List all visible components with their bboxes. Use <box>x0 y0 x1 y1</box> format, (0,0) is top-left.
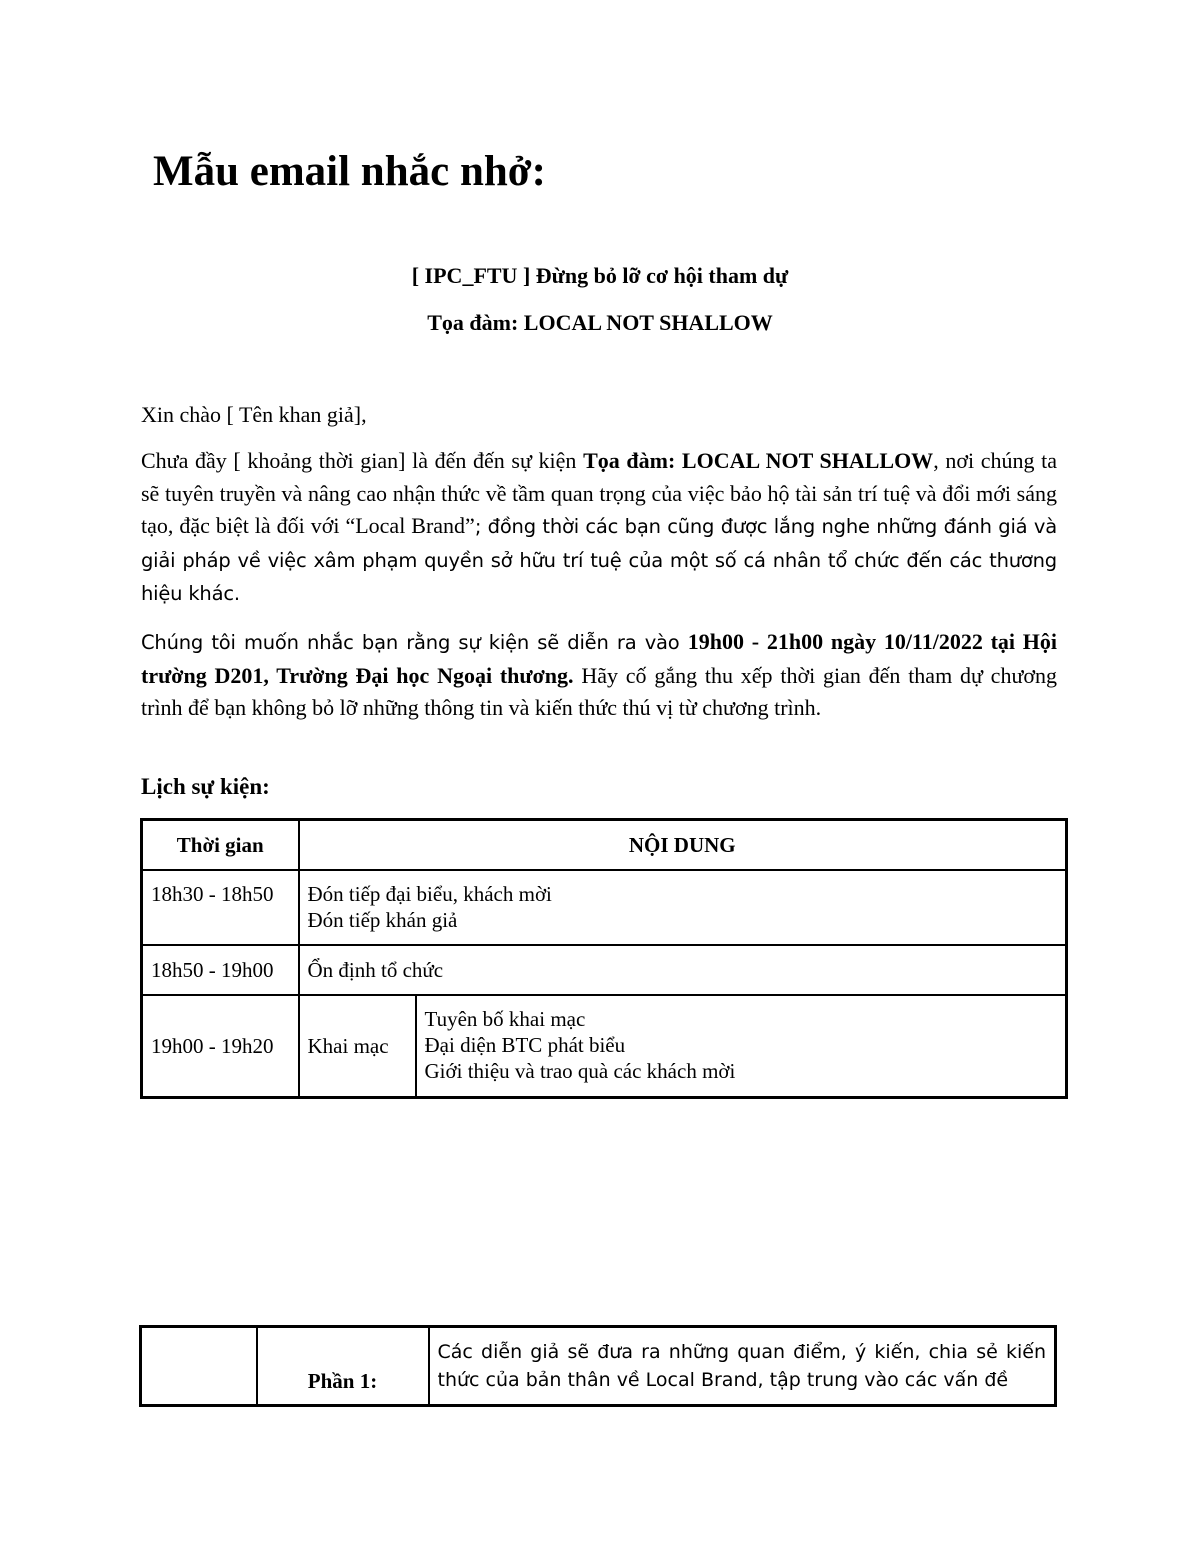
row-time: 19h00 - 19h20 <box>142 995 299 1097</box>
intro-text-2: , nơi chúng ta sẽ tuyên truyền và nâng cao nhận thức về tầm quan trọng của việc bảo hộ tài sản trí tuệ và đổi mới sáng tạo, đặc biệt là đối với “Local Brand” <box>141 448 1057 538</box>
table-row <box>141 1327 1056 1406</box>
email-subject-line-1: [ IPC_FTU ] Đừng bỏ lỡ cơ hội tham dự <box>411 263 789 288</box>
part-description: Các diễn giả sẽ đưa ra những quan điểm, ý kiến, chia sẻ kiến thức của bản thân về Local Brand, tập trung vào các vấn đề <box>429 1327 1056 1406</box>
row-time: 18h50 - 19h00 <box>142 945 299 995</box>
email-subject-line-2: Tọa đàm: LOCAL NOT SHALLOW <box>427 310 773 335</box>
table-row <box>142 995 1067 1097</box>
reminder-paragraph <box>141 626 1057 725</box>
row-line: Đón tiếp khán giả <box>307 908 458 932</box>
event-name: Tọa đàm: LOCAL NOT SHALLOW <box>583 448 934 473</box>
schedule-heading: Lịch sự kiện: <box>141 774 270 799</box>
part-label: Phần 1: <box>257 1327 429 1406</box>
row-line: Tuyên bố khai mạc <box>424 1007 586 1031</box>
empty-cell <box>141 1327 257 1406</box>
table-header-row <box>142 820 1067 871</box>
row-content <box>299 870 1067 945</box>
schedule-table <box>140 818 1068 1099</box>
greeting: Xin chào [ Tên khan giả], <box>141 402 367 427</box>
program-table <box>139 1325 1057 1407</box>
reminder-text-1: Chúng tôi muốn nhắc bạn rằng sự kiện sẽ diễn ra vào <box>141 631 688 654</box>
row-time: 18h30 - 18h50 <box>142 870 299 945</box>
row-content: Ổn định tổ chức <box>299 945 1067 995</box>
event-time-location: 19h00 - 21h00 ngày 10/11/2022 tại Hội trường D201, Trường Đại học Ngoại thương. <box>141 629 1057 688</box>
page-title: Mẫu email nhắc nhở: <box>153 148 546 195</box>
row-line: Đại diện BTC phát biểu <box>424 1033 626 1057</box>
table-row <box>142 870 1067 945</box>
row-content <box>416 995 1067 1097</box>
reminder-text-2: Hãy cố gắng thu xếp thời gian đến tham dự chương trình để bạn không bỏ lỡ những thông tin và kiến thức thú vị từ chương trình. <box>141 662 1058 720</box>
intro-text-3: ; đồng thời các bạn cũng được lắng nghe những đánh giá và giải pháp về việc xâm phạm quyền sở hữu trí tuệ của một số cá nhân tổ chức đến các thương hiệu khác. <box>141 515 1057 605</box>
row-line: Đón tiếp đại biểu, khách mời <box>307 882 552 906</box>
header-time: Thời gian <box>142 820 299 871</box>
table-row <box>142 945 1067 995</box>
header-content: NỘI DUNG <box>299 820 1067 871</box>
intro-text-1: Chưa đầy [ khoảng thời gian] là đến đến sự kiện <box>141 448 584 473</box>
row-label: Khai mạc <box>299 995 416 1097</box>
row-line: Giới thiệu và trao quà các khách mời <box>424 1059 736 1083</box>
intro-paragraph <box>141 445 1057 611</box>
